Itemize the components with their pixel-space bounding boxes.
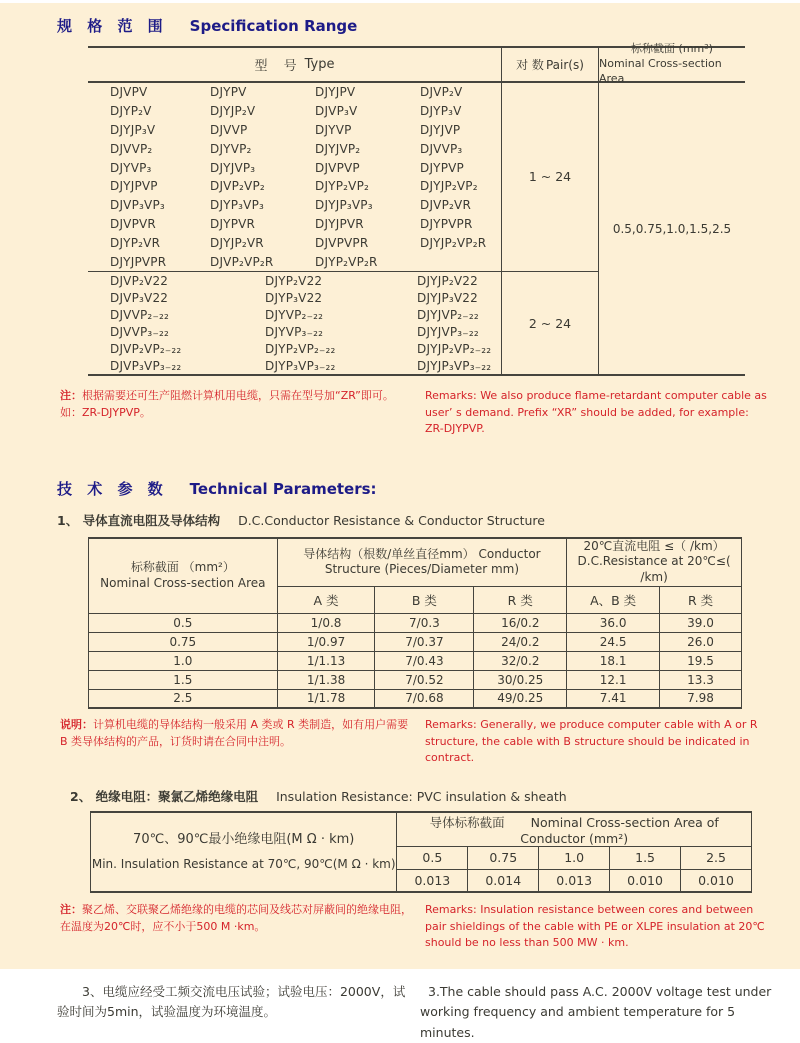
t1-cross-header xyxy=(89,538,278,613)
type-code: DJYJP₃V22 xyxy=(417,291,478,306)
t1-cell: 7.98 xyxy=(660,689,742,708)
type-code: DJYVP₃₋₂₂ xyxy=(265,325,324,340)
section-title-technical-parameters xyxy=(57,478,800,499)
item1-heading xyxy=(57,511,800,529)
t2-left-zh: 70℃、90℃最小绝缘电阻(M Ω · km) xyxy=(133,832,355,848)
section-title-en: Specification Range xyxy=(189,17,358,35)
t1-cell: 32/0.2 xyxy=(474,651,567,670)
type-code: DJVP₃VP₃ xyxy=(110,198,165,213)
t1-sub-r: R 类 xyxy=(474,586,567,613)
note-prefix: 注： xyxy=(60,389,82,403)
table-row xyxy=(89,651,742,670)
pairs-value: 2 ~ 24 xyxy=(528,315,572,331)
pairs-range-group2 xyxy=(502,272,599,374)
type-code: DJYJP₃V xyxy=(110,122,156,137)
type-code: DJYJVP₂₋₂₂ xyxy=(417,308,479,323)
insulation-note xyxy=(60,902,800,952)
type-code: DJYP₃V xyxy=(420,104,462,119)
t1-cell: 16/0.2 xyxy=(474,613,567,632)
t1-cell: 0.5 xyxy=(89,613,278,632)
t1-cell: 1/0.97 xyxy=(277,632,375,651)
t1-cell: 12.1 xyxy=(567,670,660,689)
t1-resistance-en: D.C.Resistance at 20℃≤( /km) xyxy=(577,554,731,584)
flame-retardant-note xyxy=(60,388,800,438)
t1-cell: 26.0 xyxy=(660,632,742,651)
type-code: DJYPVR xyxy=(210,216,256,231)
t1-sub-ab: A、B 类 xyxy=(567,586,660,613)
t1-cell: 30/0.25 xyxy=(474,670,567,689)
voltage-test-en: 3.The cable should pass A.C. 2000V voltage test under working frequency and ambient temperature for 5 minutes. xyxy=(420,983,772,1040)
t2-size: 2.5 xyxy=(681,846,752,869)
table-row xyxy=(89,613,742,632)
item2-heading-zh: 2、 绝缘电阻：聚氯乙烯绝缘电阻 xyxy=(70,788,259,804)
specification-table xyxy=(88,42,745,376)
type-code: DJVP₃V xyxy=(315,104,358,119)
t1-cross-zh: 标称截面 （mm²） xyxy=(130,560,235,575)
t2-size: 0.75 xyxy=(468,846,539,869)
type-code: DJYP₂VP₂R xyxy=(315,254,378,269)
note-zh xyxy=(60,717,415,767)
t1-cell: 1.5 xyxy=(89,670,278,689)
t1-cell: 7/0.43 xyxy=(375,651,474,670)
header-pairs-en: Pair(s) xyxy=(545,57,584,72)
t1-cell: 24.5 xyxy=(567,632,660,651)
note-en: Remarks: Insulation resistance between cores and between pair shieldings of the cable with PE or XLPE insulation at 20℃ should be no less than 500 MW · km. xyxy=(425,903,765,950)
type-code: DJVP₂VR xyxy=(420,198,471,213)
t2-size: 1.0 xyxy=(539,846,610,869)
t1-sub-r2: R 类 xyxy=(660,586,742,613)
type-code: DJYJP₃VP₃₋₂₂ xyxy=(417,358,492,373)
t1-cell: 1/1.13 xyxy=(277,651,375,670)
note-zh-text: 根据需要还可生产阻燃计算机用电缆，只需在型号加“ZR”即可。如：ZR-DJYPVP。 xyxy=(60,389,394,419)
type-code: DJVP₃VP₃₋₂₂ xyxy=(110,358,182,373)
type-code: DJVPV xyxy=(110,85,148,100)
header-type xyxy=(88,48,502,81)
type-code: DJYJPVPR xyxy=(110,254,167,269)
t1-resistance-header xyxy=(567,538,742,586)
t1-cell: 0.75 xyxy=(89,632,278,651)
type-code: DJVPVPR xyxy=(315,235,369,250)
t1-structure-zh: 导体结构（根数/单丝直径mm） Conductor xyxy=(303,546,541,561)
type-code: DJYJP₂VP₂ xyxy=(420,179,478,194)
section-title-zh: 规 格 范 围 xyxy=(57,17,168,35)
header-type-en: Type xyxy=(304,57,335,72)
note-prefix: 说明： xyxy=(60,718,93,732)
type-code: DJVP₂V22 xyxy=(110,274,169,289)
type-code: DJYJP₂V22 xyxy=(417,274,478,289)
t1-cell: 7/0.52 xyxy=(375,670,474,689)
type-code: DJYP₃VP₃₋₂₂ xyxy=(265,358,336,373)
type-code: DJVVP₃₋₂₂ xyxy=(110,325,169,340)
t2-cross-zh: 导体标称截面 xyxy=(429,814,505,830)
type-code: DJYJPVR xyxy=(315,216,364,231)
table-row xyxy=(89,670,742,689)
item1-heading-en: D.C.Conductor Resistance & Conductor Structure xyxy=(238,512,545,528)
type-code: DJYP₃VP₃ xyxy=(210,198,265,213)
pairs-value: 1 ~ 24 xyxy=(528,169,572,185)
t1-cross-en: Nominal Cross-section Area xyxy=(100,575,266,590)
type-code: DJYJP₂VP₂R xyxy=(420,235,487,250)
type-code: DJYJVP xyxy=(420,122,461,137)
note-en: Remarks: Generally, we produce computer cable with A or R structure, the cable with B structure should be indicated in contract. xyxy=(425,718,758,765)
type-code: DJYJP₃VP₃ xyxy=(315,198,373,213)
section-title-en: Technical Parameters: xyxy=(189,479,377,498)
table-row xyxy=(89,689,742,708)
type-code: DJYP₂V xyxy=(110,104,152,119)
note-zh xyxy=(60,902,415,952)
type-code: DJYJVP₃ xyxy=(210,160,256,175)
t1-structure-header xyxy=(277,538,567,586)
t1-cell: 49/0.25 xyxy=(474,689,567,708)
t1-cell: 19.5 xyxy=(660,651,742,670)
t2-value: 0.010 xyxy=(610,869,681,892)
t1-cell: 1/1.38 xyxy=(277,670,375,689)
header-pairs xyxy=(502,48,599,81)
t1-cell: 1/1.78 xyxy=(277,689,375,708)
type-code: DJYJP₂V xyxy=(210,104,256,119)
type-code: DJYP₃V22 xyxy=(265,291,323,306)
type-code: DJYJPVP xyxy=(110,179,158,194)
note-prefix: 注： xyxy=(60,903,82,917)
type-list-group1 xyxy=(88,83,502,272)
voltage-test-zh: 3、电缆应经受工频交流电压试验；试验电压：2000V，试验时间为5min，试验温度为环境温度。 xyxy=(57,983,406,1020)
type-code: DJVVP xyxy=(210,122,248,137)
t1-cell: 24/0.2 xyxy=(474,632,567,651)
type-code: DJYP₂VP₂₋₂₂ xyxy=(265,341,336,356)
t1-cell: 7.41 xyxy=(567,689,660,708)
type-code: DJYVP xyxy=(315,122,352,137)
header-cross-zh: 标称截面 (mm²) xyxy=(631,42,713,56)
type-code: DJYJVP₂ xyxy=(315,141,361,156)
type-code: DJYJP₂VP₂₋₂₂ xyxy=(417,341,492,356)
note-zh-text: 计算机电缆的导体结构一般采用 A 类或 R 类制造，如有用户需要 B 类导体结构的产品，订货时请在合同中注明。 xyxy=(60,718,409,748)
note-zh-text: 聚乙烯、交联聚乙烯绝缘的电缆的芯间及线芯对屏蔽间的绝缘电阻，在温度为20℃时，应不小于500 M ·km。 xyxy=(60,903,412,933)
item2-heading-en: Insulation Resistance: PVC insulation & sheath xyxy=(276,788,567,804)
type-code: DJVPVP xyxy=(315,160,360,175)
type-code: DJVVP₃ xyxy=(420,141,463,156)
t1-cell: 7/0.68 xyxy=(375,689,474,708)
t1-cell: 36.0 xyxy=(567,613,660,632)
voltage-test-paragraph xyxy=(57,982,800,1043)
cross-section-value: 0.5,0.75,1.0,1.5,2.5 xyxy=(612,221,732,236)
header-cross-en: Nominal Cross-section Area xyxy=(599,57,722,85)
insulation-resistance-table xyxy=(90,811,752,894)
note-zh xyxy=(60,388,415,438)
specification-table-body xyxy=(88,83,745,374)
t1-cell: 18.1 xyxy=(567,651,660,670)
type-code: DJVP₂VP₂ xyxy=(210,179,265,194)
type-code: DJYPVPR xyxy=(420,216,473,231)
t1-cell: 2.5 xyxy=(89,689,278,708)
type-code: DJYP₂VR xyxy=(110,235,161,250)
t1-sub-b: B 类 xyxy=(375,586,474,613)
structure-note xyxy=(60,717,800,767)
type-code: DJYJVP₃₋₂₂ xyxy=(417,325,479,340)
type-code: DJYVP₂ xyxy=(210,141,252,156)
section-title-zh: 技 术 参 数 xyxy=(57,479,168,498)
specification-table-header xyxy=(88,42,745,85)
header-cross-section xyxy=(599,42,745,85)
type-code: DJYJPV xyxy=(315,85,356,100)
t2-size: 1.5 xyxy=(610,846,681,869)
header-type-zh: 型 号 xyxy=(254,59,303,74)
t1-structure-en: Structure (Pieces/Diameter mm) xyxy=(324,562,520,577)
t2-cross-header xyxy=(397,812,752,847)
t1-cell: 1/0.8 xyxy=(277,613,375,632)
t2-cross-en: Nominal Cross-section Area of Conductor (mm²) xyxy=(520,814,719,846)
t2-left-header xyxy=(91,812,397,893)
type-code: DJYVP₂₋₂₂ xyxy=(265,308,324,323)
type-code: DJVVP₂₋₂₂ xyxy=(110,308,169,323)
section-title-specification-range xyxy=(57,15,800,36)
type-list-group2 xyxy=(88,272,502,374)
type-code: DJYJP₂VR xyxy=(210,235,264,250)
t2-value: 0.010 xyxy=(681,869,752,892)
t1-cell: 7/0.37 xyxy=(375,632,474,651)
t2-value: 0.014 xyxy=(468,869,539,892)
type-code: DJYPV xyxy=(210,85,247,100)
type-code: DJYPVP xyxy=(420,160,464,175)
t1-resistance-zh: 20℃直流电阻 ≤（ /km） xyxy=(583,538,725,553)
item2-heading xyxy=(70,787,800,805)
t1-sub-a: A 类 xyxy=(277,586,375,613)
cross-section-values xyxy=(599,83,745,374)
t2-size: 0.5 xyxy=(397,846,468,869)
t2-value: 0.013 xyxy=(539,869,610,892)
type-code: DJVP₂VP₂₋₂₂ xyxy=(110,341,182,356)
t2-value: 0.013 xyxy=(397,869,468,892)
table-row xyxy=(89,632,742,651)
dc-resistance-table xyxy=(88,537,742,709)
type-code: DJVVP₂ xyxy=(110,141,153,156)
type-code: DJYP₂V22 xyxy=(265,274,323,289)
t1-cell: 39.0 xyxy=(660,613,742,632)
header-pairs-zh: 对 数 xyxy=(516,58,544,72)
t1-cell: 7/0.3 xyxy=(375,613,474,632)
type-code: DJVPVR xyxy=(110,216,156,231)
item1-heading-zh: 1、 导体直流电阻及导体结构 xyxy=(57,512,221,528)
type-code: DJVP₂VP₂R xyxy=(210,254,274,269)
note-en: Remarks: We also produce flame-retardant computer cable as user’ s demand. Prefix “XR” should be added, for example: ZR-DJYPVP. xyxy=(425,389,767,436)
t1-cell: 1.0 xyxy=(89,651,278,670)
pairs-range-group1 xyxy=(502,83,599,272)
type-code: DJYVP₃ xyxy=(110,160,152,175)
t2-left-en: Min. Insulation Resistance at 70℃, 90℃(M Ω · km) xyxy=(91,856,396,871)
type-code: DJVP₃V22 xyxy=(110,291,169,306)
type-code: DJVP₂V xyxy=(420,85,463,100)
t1-cell: 13.3 xyxy=(660,670,742,689)
type-code: DJYP₂VP₂ xyxy=(315,179,370,194)
